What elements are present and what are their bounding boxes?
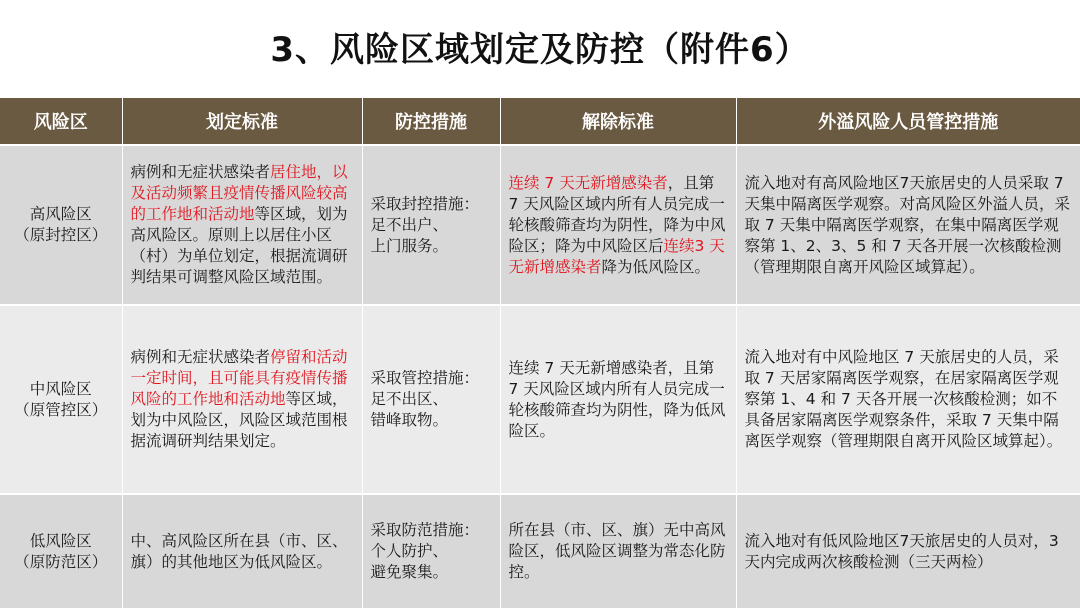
measures-line: 上门服务。 (370, 236, 449, 255)
criteria-text: 病例和无症状感染者 (130, 163, 271, 181)
measures-line: 足不出区、 (370, 390, 449, 408)
criteria-highlight: 停留和活动一定时间，且可能具有疫情传播风险的工作地和活动地 (130, 348, 348, 408)
overflow-cell (736, 145, 1080, 305)
measures-line: 采取防范措施： (370, 521, 480, 539)
measures-line: 采取封控措施： (370, 194, 480, 213)
zone-name: 中风险区 (29, 379, 92, 398)
table-row-low-risk (0, 494, 1080, 608)
zone-name: 低风险区 (29, 531, 92, 550)
release-cell (500, 494, 736, 608)
release-text: 连续 7 天无新增感染者，且第 7 天风险区域内所有人员完成一轮核酸筛查均为阴性，降为低风险区。 (508, 358, 726, 440)
measures-line: 采取管控措施： (370, 369, 480, 387)
release-highlight: 连续 7 天无新增感染者 (508, 173, 668, 192)
header-measures: 防控措施 (362, 98, 500, 145)
criteria-text: 等区域，划为中风险区，风险区域范围根据流调研判结果划定。 (130, 390, 348, 450)
zone-cell (0, 145, 122, 305)
risk-zone-table (0, 98, 1080, 608)
overflow-cell (736, 305, 1080, 494)
overflow-cell (736, 494, 1080, 608)
measures-cell (362, 145, 500, 305)
criteria-text: 中、高风险区所在县（市、区、旗）的其他地区为低风险区。 (130, 531, 348, 571)
release-text: 所在县（市、区、旗）无中高风险区，低风险区调整为常态化防控。 (508, 521, 726, 581)
release-text: 降为低风险区。 (601, 257, 711, 276)
criteria-cell (122, 305, 362, 494)
header-risk-zone: 风险区 (0, 98, 122, 145)
criteria-cell (122, 494, 362, 608)
table-row-medium-risk (0, 305, 1080, 494)
zone-former-name: （原封控区） (14, 226, 108, 244)
criteria-highlight: 居住地，以及活动频繁且疫情传播风险较高的工作地和活动地 (130, 163, 348, 223)
overflow-text: 流入地对有低风险地区7天旅居史的人员对，3 天内完成两次核酸检测（三天两检） (744, 531, 1059, 571)
release-cell (500, 305, 736, 494)
page-title: 3、风险区域划定及防控（附件6） (270, 30, 810, 70)
zone-former-name: （原管控区） (14, 400, 108, 419)
overflow-text: 流入地对有高风险地区7天旅居史的人员采取 7 天集中隔离医学观察。对高风险区外溢人员，采取 7 天集中隔离医学观察，在集中隔离医学观察第 1、2、3、5 和 7 天各开展一次核酸检测（管理期限自离开风险区域算起）。 (744, 173, 1071, 276)
zone-name: 高风险区 (29, 205, 92, 223)
measures-line: 错峰取物。 (370, 411, 449, 429)
release-cell (500, 145, 736, 305)
measures-line: 个人防护、 (370, 542, 449, 560)
criteria-text: 等区域，划为高风险区。原则上以居住小区（村）为单位划定，根据流调研判结果可调整风险区域范围。 (130, 205, 348, 286)
header-criteria: 划定标准 (122, 98, 362, 145)
header-release: 解除标准 (500, 98, 736, 145)
criteria-cell (122, 145, 362, 305)
zone-cell (0, 494, 122, 608)
measures-line: 避免聚集。 (370, 563, 449, 581)
release-text: ，且第 7 天风险区域内所有人员完成一轮核酸筛查均为阴性，降为中风险区；降为中风险区后 (508, 173, 726, 255)
header-overflow-control: 外溢风险人员管控措施 (736, 98, 1080, 145)
zone-former-name: （原防范区） (14, 552, 108, 571)
table-header-row (0, 98, 1080, 145)
release-highlight: 连续3 天无新增感染者 (508, 236, 725, 276)
zone-cell (0, 305, 122, 494)
overflow-text: 流入地对有中风险地区 7 天旅居史的人员，采取 7 天居家隔离医学观察，在居家隔离医学观察第 1、4 和 7 天各开展一次核酸检测；如不具备居家隔离医学观察条件，采取 7 天集中隔离医学观察（管理期限自离开风险区域算起）。 (744, 348, 1063, 450)
measures-cell (362, 494, 500, 608)
measures-line: 足不出户、 (370, 215, 449, 234)
table-row-high-risk (0, 145, 1080, 305)
measures-cell (362, 305, 500, 494)
criteria-text: 病例和无症状感染者 (130, 348, 271, 366)
